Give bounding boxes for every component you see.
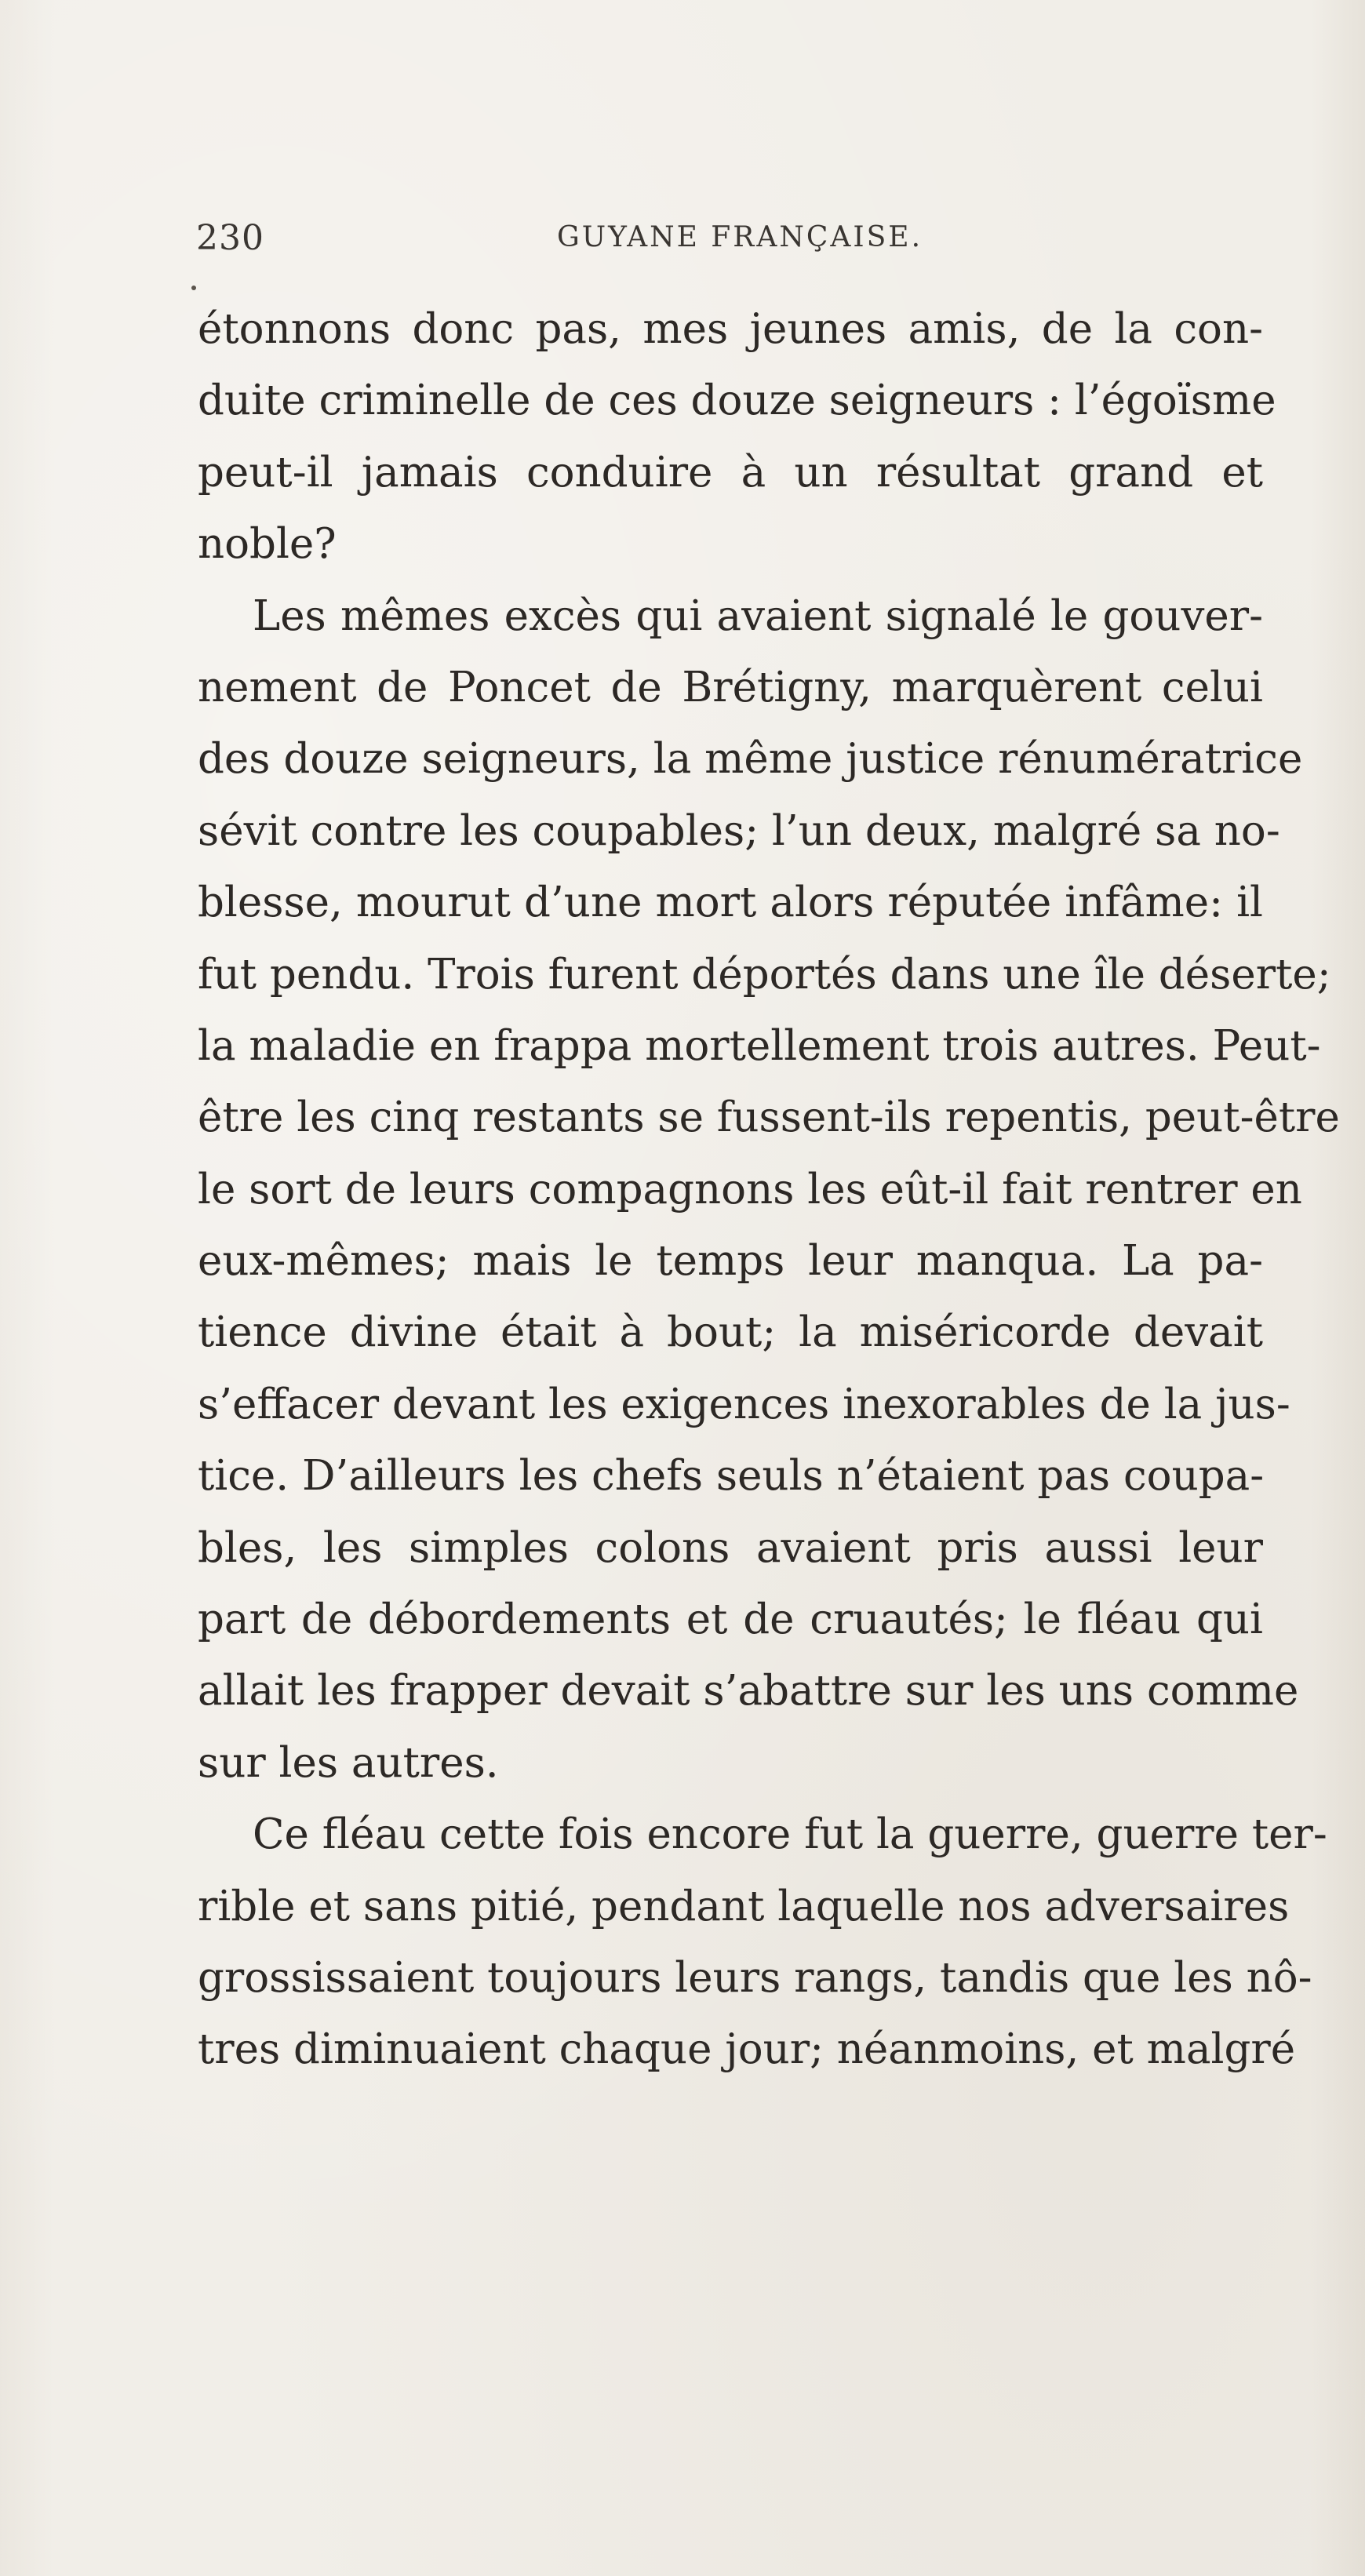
text-line: Ce fléau cette fois encore fut la guerre, guerre ter- <box>253 1810 1327 1859</box>
text-line: blesse, mourut d’une mort alors réputée infâme: il <box>198 879 1263 927</box>
text-line: être les cinq restants se fussent-ils repentis, peut-être <box>198 1093 1340 1142</box>
text-line: tience divine était à bout; la miséricorde devait <box>198 1308 1263 1357</box>
text-line: eux-mêmes; mais le temps leur manqua. La pa- <box>198 1237 1263 1286</box>
text-line: grossissaient toujours leurs rangs, tandis que les nô- <box>198 1953 1312 2002</box>
text-line: part de débordements et de cruautés; le fléau qui <box>198 1595 1263 1644</box>
text-line: sur les autres. <box>198 1738 499 1787</box>
text-line: rible et sans pitié, pendant laquelle nos adversaires <box>198 1882 1290 1930</box>
running-head: GUYANE FRANÇAISE. <box>557 221 923 253</box>
text-line: tres diminuaient chaque jour; néanmoins, et malgré <box>198 2025 1296 2074</box>
page-number: 230 <box>196 218 264 258</box>
text-line: des douze seigneurs, la même justice rénumératrice <box>198 735 1303 784</box>
paragraph-3 <box>198 1799 1327 2086</box>
text-line: bles, les simples colons avaient pris aussi leur <box>198 1523 1263 1572</box>
text-line: duite criminelle de ces douze seigneurs : l’égoïsme <box>198 377 1276 425</box>
text-line: le sort de leurs compagnons les eût-il fait rentrer en <box>198 1165 1302 1213</box>
ink-speck <box>191 286 196 290</box>
page-header <box>196 212 1263 267</box>
text-line: la maladie en frappa mortellement trois autres. Peut- <box>198 1021 1321 1070</box>
text-line: nement de Poncet de Brétigny, marquèrent celui <box>198 663 1263 711</box>
text-line: tice. D’ailleurs les chefs seuls n’étaient pas coupa- <box>198 1452 1265 1501</box>
body-text <box>198 293 1340 2086</box>
text-line: étonnons donc pas, mes jeunes amis, de la con- <box>198 305 1263 353</box>
text-line: fut pendu. Trois furent déportés dans une île déserte; <box>198 950 1331 999</box>
text-line: noble? <box>198 520 337 569</box>
text-line: Les mêmes excès qui avaient signalé le gouver- <box>253 591 1263 640</box>
paragraph-2 <box>198 580 1340 1799</box>
text-line: allait les frapper devait s’abattre sur les uns comme <box>198 1667 1299 1716</box>
text-line: peut-il jamais conduire à un résultat grand et <box>198 448 1263 497</box>
paragraph-1 <box>198 293 1276 580</box>
text-line: sévit contre les coupables; l’un deux, malgré sa no- <box>198 806 1280 855</box>
text-line: s’effacer devant les exigences inexorables de la jus- <box>198 1380 1290 1428</box>
